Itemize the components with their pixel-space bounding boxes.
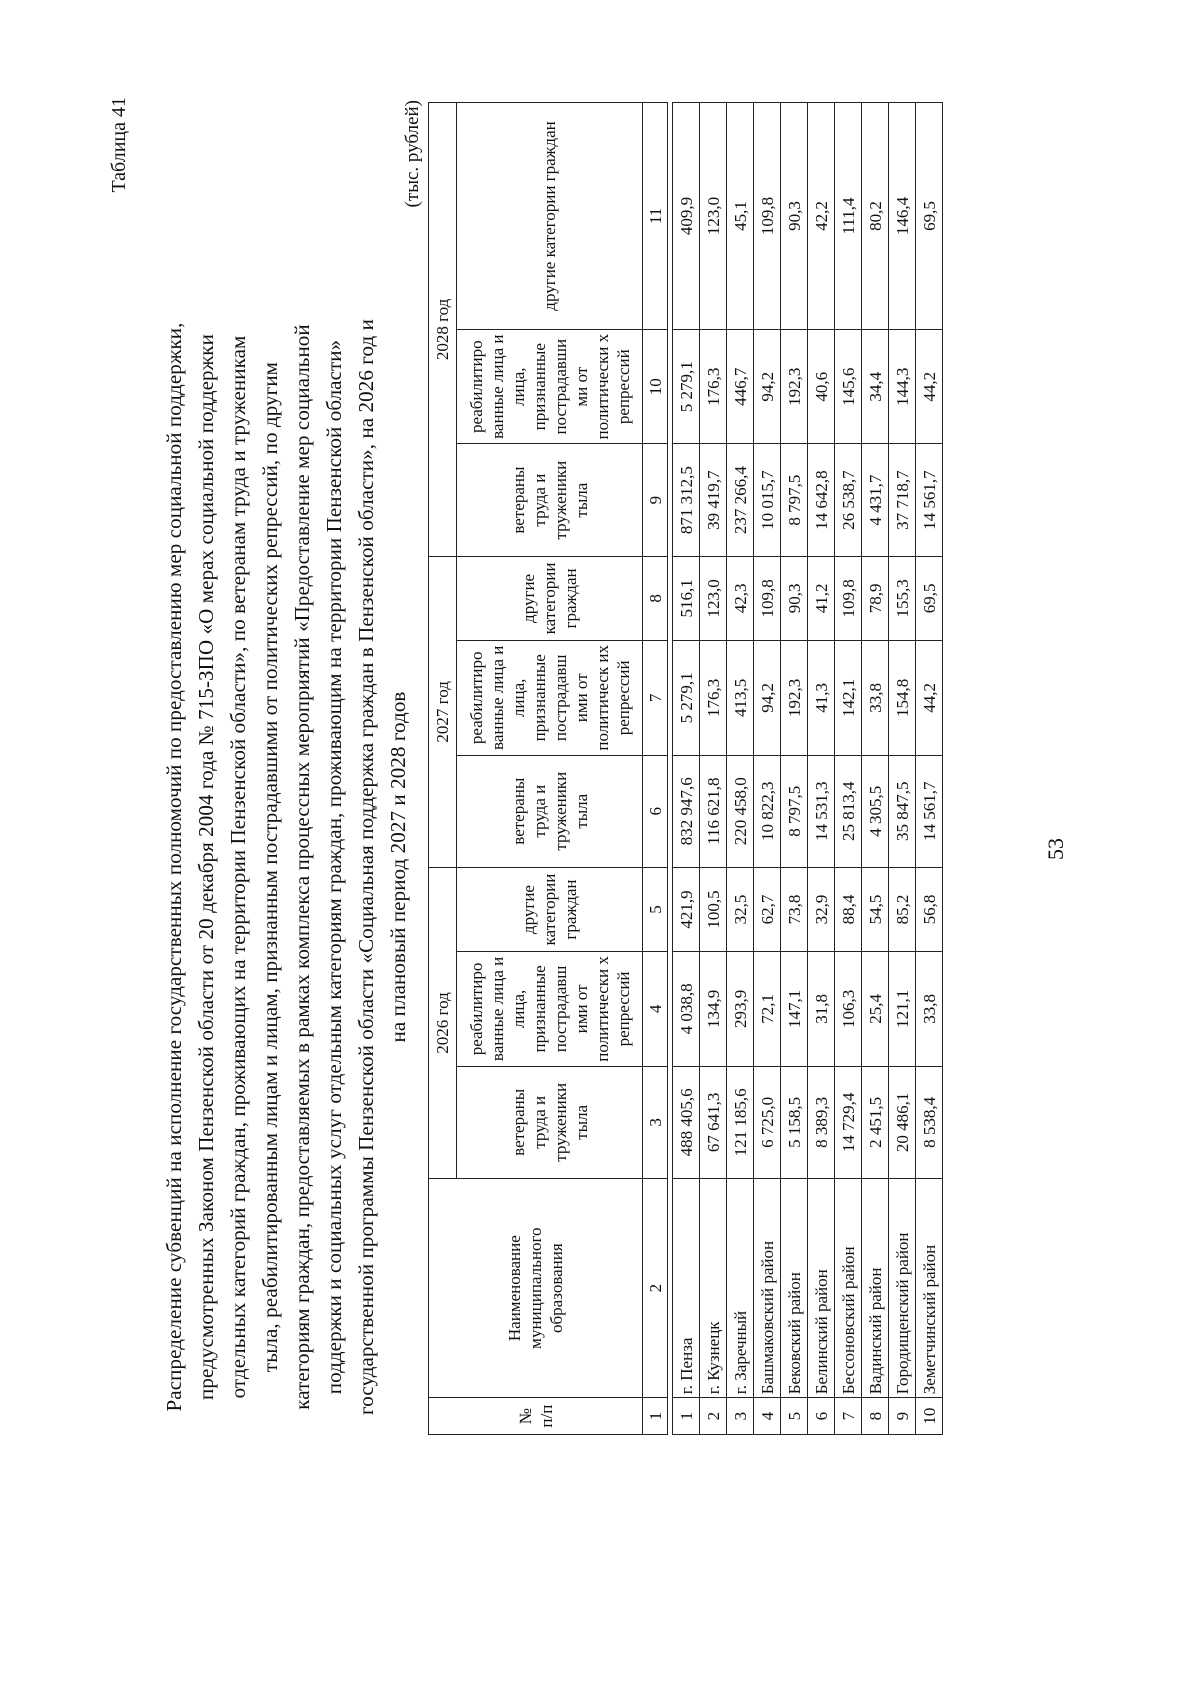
rehabilitated-2028-cell: 446,7: [727, 329, 754, 444]
other-2027-cell: 516,1: [673, 556, 700, 640]
table-row: [754, 103, 781, 1435]
other-2026-cell: 56,8: [916, 867, 943, 951]
table-row: [835, 103, 862, 1435]
title-line: тыла, реабилитированным лицам и лицам, признанным пострадавшими от политических репрессий, по другим: [258, 361, 282, 1373]
other-2026-cell: 32,9: [808, 867, 835, 951]
header-rehabilitated-2027: реабилитиро ванные лица и лица, признанные пострадавш ими от политическ их репрессий: [457, 641, 643, 756]
header-other-2028: другие категории граждан: [457, 103, 643, 330]
veterans-2028-cell: 37 718,7: [889, 444, 916, 556]
veterans-2028-cell: 26 538,7: [835, 444, 862, 556]
rehabilitated-2026-cell: 72,1: [754, 952, 781, 1067]
other-2027-cell: 123,0: [700, 556, 727, 640]
table-row: [862, 103, 889, 1435]
municipality-name-cell: Городищенский район: [889, 1179, 916, 1398]
header-name: Наименование муниципального образования: [429, 1179, 643, 1398]
column-number: 1: [643, 1398, 668, 1435]
title-line: на плановый период 2027 и 2028 годов: [386, 691, 410, 1043]
veterans-2028-cell: 4 431,7: [862, 444, 889, 556]
title-line: Распределение субвенций на исполнение государственных полномочий по предоставлению мер социальной поддержки,: [162, 322, 186, 1412]
municipality-name-cell: г. Пенза: [673, 1179, 700, 1398]
header-veterans-2028: ветераны труда и труженики тыла: [457, 444, 643, 556]
municipality-name-cell: Земетчинский район: [916, 1179, 943, 1398]
rehabilitated-2028-cell: 145,6: [835, 329, 862, 444]
other-2026-cell: 73,8: [781, 867, 808, 951]
rehabilitated-2027-cell: 142,1: [835, 641, 862, 756]
other-2028-cell: 109,8: [754, 103, 781, 330]
rehabilitated-2026-cell: 293,9: [727, 952, 754, 1067]
other-2026-cell: 32,5: [727, 867, 754, 951]
veterans-2026-cell: 6 725,0: [754, 1066, 781, 1178]
row-number-cell: 9: [889, 1398, 916, 1435]
veterans-2026-cell: 2 451,5: [862, 1066, 889, 1178]
table-row: [700, 103, 727, 1435]
veterans-2027-cell: 832 947,6: [673, 755, 700, 867]
table-row: [673, 103, 700, 1435]
table-label: Таблица 41: [108, 97, 130, 193]
veterans-2028-cell: 14 642,8: [808, 444, 835, 556]
other-2028-cell: 146,4: [889, 103, 916, 330]
municipality-name-cell: г. Заречный: [727, 1179, 754, 1398]
veterans-2026-cell: 8 389,3: [808, 1066, 835, 1178]
rehabilitated-2028-cell: 34,4: [862, 329, 889, 444]
column-number: 8: [643, 556, 668, 640]
table-title: [158, 157, 414, 1577]
other-2027-cell: 109,8: [835, 556, 862, 640]
column-number: 9: [643, 444, 668, 556]
other-2028-cell: 409,9: [673, 103, 700, 330]
veterans-2027-cell: 14 531,3: [808, 755, 835, 867]
units-note: (тыс. рублей): [402, 100, 423, 208]
other-2028-cell: 111,4: [835, 103, 862, 330]
header-other-2026: другие категории граждан: [457, 867, 643, 951]
rehabilitated-2028-cell: 40,6: [808, 329, 835, 444]
rehabilitated-2026-cell: 33,8: [916, 952, 943, 1067]
other-2027-cell: 90,3: [781, 556, 808, 640]
veterans-2028-cell: 10 015,7: [754, 444, 781, 556]
municipality-name-cell: Вадинский район: [862, 1179, 889, 1398]
title-line: государственной программы Пензенской области «Социальная поддержка граждан в Пензенской области», на 2026 год и: [354, 319, 378, 1415]
rehabilitated-2026-cell: 134,9: [700, 952, 727, 1067]
row-number-cell: 5: [781, 1398, 808, 1435]
rehabilitated-2027-cell: 41,3: [808, 641, 835, 756]
row-number-cell: 10: [916, 1398, 943, 1435]
rehabilitated-2027-cell: 33,8: [862, 641, 889, 756]
column-number: 11: [643, 103, 668, 330]
rehabilitated-2026-cell: 31,8: [808, 952, 835, 1067]
other-2026-cell: 88,4: [835, 867, 862, 951]
other-2027-cell: 42,3: [727, 556, 754, 640]
rehabilitated-2028-cell: 176,3: [700, 329, 727, 444]
veterans-2027-cell: 10 822,3: [754, 755, 781, 867]
veterans-2027-cell: 25 813,4: [835, 755, 862, 867]
rehabilitated-2027-cell: 94,2: [754, 641, 781, 756]
row-number-cell: 6: [808, 1398, 835, 1435]
rehabilitated-2027-cell: 5 279,1: [673, 641, 700, 756]
title-line: предусмотренных Законом Пензенской области от 20 декабря 2004 года № 715-ЗПО «О мерах социальной поддержки: [194, 334, 218, 1400]
other-2026-cell: 85,2: [889, 867, 916, 951]
municipality-name-cell: Белинский район: [808, 1179, 835, 1398]
veterans-2027-cell: 116 621,8: [700, 755, 727, 867]
rehabilitated-2028-cell: 5 279,1: [673, 329, 700, 444]
row-number-cell: 1: [673, 1398, 700, 1435]
rehabilitated-2028-cell: 144,3: [889, 329, 916, 444]
title-line: отдельных категорий граждан, проживающих на территории Пензенской области», по ветеранам труда и труженикам: [226, 335, 250, 1399]
header-rehabilitated-2028: реабилитиро ванные лица и лица, признанные пострадавши ми от политически х репрессий: [457, 329, 643, 444]
column-number: 3: [643, 1066, 668, 1178]
column-number: 2: [643, 1179, 668, 1398]
other-2027-cell: 69,5: [916, 556, 943, 640]
row-number-cell: 2: [700, 1398, 727, 1435]
other-2026-cell: 421,9: [673, 867, 700, 951]
table-row: [889, 103, 916, 1435]
other-2027-cell: 78,9: [862, 556, 889, 640]
veterans-2028-cell: 39 419,7: [700, 444, 727, 556]
municipality-name-cell: Бессоновский район: [835, 1179, 862, 1398]
column-number: 10: [643, 329, 668, 444]
veterans-2027-cell: 35 847,5: [889, 755, 916, 867]
subvention-table: [428, 102, 943, 1435]
table-row: [916, 103, 943, 1435]
rehabilitated-2026-cell: 121,1: [889, 952, 916, 1067]
rehabilitated-2027-cell: 44,2: [916, 641, 943, 756]
veterans-2027-cell: 4 305,5: [862, 755, 889, 867]
municipality-name-cell: Башмаковский район: [754, 1179, 781, 1398]
header-veterans-2027: ветераны труда и труженики тыла: [457, 755, 643, 867]
header-year-2027: 2027 год: [429, 556, 457, 867]
other-2027-cell: 155,3: [889, 556, 916, 640]
veterans-2026-cell: 5 158,5: [781, 1066, 808, 1178]
rehabilitated-2028-cell: 94,2: [754, 329, 781, 444]
veterans-2026-cell: 8 538,4: [916, 1066, 943, 1178]
table-row: [808, 103, 835, 1435]
other-2027-cell: 41,2: [808, 556, 835, 640]
other-2028-cell: 69,5: [916, 103, 943, 330]
rehabilitated-2026-cell: 147,1: [781, 952, 808, 1067]
row-number-cell: 4: [754, 1398, 781, 1435]
header-row-years: [429, 103, 457, 1435]
veterans-2028-cell: 237 266,4: [727, 444, 754, 556]
header-veterans-2026: ветераны труда и труженики тыла: [457, 1066, 643, 1178]
table-row: [781, 103, 808, 1435]
row-number-cell: 3: [727, 1398, 754, 1435]
rehabilitated-2026-cell: 106,3: [835, 952, 862, 1067]
page-number: 53: [1043, 838, 1068, 860]
rehabilitated-2026-cell: 25,4: [862, 952, 889, 1067]
header-rehabilitated-2026: реабилитиро ванные лица и лица, признанные пострадавш ими от политически х репрессий: [457, 952, 643, 1067]
municipality-name-cell: г. Кузнецк: [700, 1179, 727, 1398]
other-2028-cell: 90,3: [781, 103, 808, 330]
header-year-2028: 2028 год: [429, 103, 457, 557]
other-2028-cell: 45,1: [727, 103, 754, 330]
veterans-2027-cell: 220 458,0: [727, 755, 754, 867]
veterans-2027-cell: 14 561,7: [916, 755, 943, 867]
veterans-2026-cell: 14 729,4: [835, 1066, 862, 1178]
row-number-cell: 7: [835, 1398, 862, 1435]
column-number: 6: [643, 755, 668, 867]
header-year-2026: 2026 год: [429, 867, 457, 1178]
rehabilitated-2027-cell: 176,3: [700, 641, 727, 756]
veterans-2028-cell: 8 797,5: [781, 444, 808, 556]
other-2028-cell: 80,2: [862, 103, 889, 330]
other-2026-cell: 62,7: [754, 867, 781, 951]
other-2027-cell: 109,8: [754, 556, 781, 640]
title-line: поддержки и социальных услуг отдельным категориям граждан, проживающим на территории Пензенской области»: [322, 339, 346, 1395]
other-2028-cell: 42,2: [808, 103, 835, 330]
table-body: [668, 103, 943, 1435]
column-number: 7: [643, 641, 668, 756]
other-2028-cell: 123,0: [700, 103, 727, 330]
table-row: [727, 103, 754, 1435]
veterans-2028-cell: 14 561,7: [916, 444, 943, 556]
veterans-2027-cell: 8 797,5: [781, 755, 808, 867]
municipality-name-cell: Бековский район: [781, 1179, 808, 1398]
rehabilitated-2028-cell: 192,3: [781, 329, 808, 444]
rehabilitated-2028-cell: 44,2: [916, 329, 943, 444]
rehabilitated-2027-cell: 413,5: [727, 641, 754, 756]
header-other-2027: другие категории граждан: [457, 556, 643, 640]
rehabilitated-2027-cell: 192,3: [781, 641, 808, 756]
other-2026-cell: 100,5: [700, 867, 727, 951]
veterans-2028-cell: 871 312,5: [673, 444, 700, 556]
veterans-2026-cell: 488 405,6: [673, 1066, 700, 1178]
veterans-2026-cell: 67 641,3: [700, 1066, 727, 1178]
other-2026-cell: 54,5: [862, 867, 889, 951]
rehabilitated-2026-cell: 4 038,8: [673, 952, 700, 1067]
column-number: 4: [643, 952, 668, 1067]
column-number-row: [643, 103, 668, 1435]
veterans-2026-cell: 121 185,6: [727, 1066, 754, 1178]
veterans-2026-cell: 20 486,1: [889, 1066, 916, 1178]
rehabilitated-2027-cell: 154,8: [889, 641, 916, 756]
header-num: № п/п: [429, 1398, 643, 1435]
row-number-cell: 8: [862, 1398, 889, 1435]
title-line: категориям граждан, предоставляемых в рамках комплекса процессных мероприятий «Предоставление мер социальной: [290, 324, 314, 1410]
column-number: 5: [643, 867, 668, 951]
